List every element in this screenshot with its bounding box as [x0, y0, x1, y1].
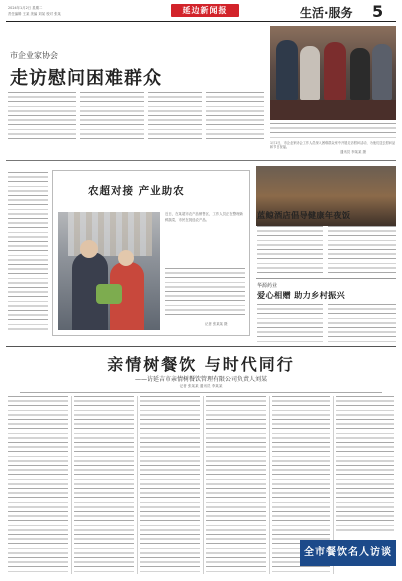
- middle-right-text-a1: [257, 226, 323, 274]
- newspaper-logo: [171, 4, 239, 17]
- top-story-photo-credit: 通讯员 李某某 摄: [340, 150, 366, 154]
- feature-text-col3: [140, 396, 200, 574]
- top-story-text-col3: [148, 92, 202, 142]
- logo-text: 延边新闻报: [182, 5, 228, 15]
- top-story-photo-caption-lines: [270, 123, 396, 141]
- date-line: 2024年1月2日 星期二: [8, 6, 43, 10]
- middle-left-text-lines: [165, 268, 245, 318]
- editor-line: 责任编辑 王某 美编 刘某 校对 张某: [8, 12, 61, 16]
- left-column-text: [8, 172, 48, 332]
- middle-right-text-b1: [257, 304, 323, 342]
- feature-banner: [300, 540, 396, 566]
- feature-text-col1: [8, 396, 68, 574]
- middle-section-rule: [6, 346, 396, 347]
- column-divider: [203, 396, 204, 574]
- top-story-text-col1: [8, 92, 76, 142]
- column-divider: [269, 396, 270, 574]
- top-story-kicker: 市企业家协会: [10, 51, 58, 60]
- top-story-photo-caption: 1月1日，市企业家协会工作人员深入困难群众家中开展走访慰问活动，为他们送去慰问品和节日祝福。: [270, 141, 396, 149]
- section-title: 生活·服务: [300, 6, 353, 20]
- feature-rule: [20, 392, 382, 393]
- middle-right-text-b2: [328, 304, 396, 342]
- middle-right-kicker2: 华源药业: [257, 283, 278, 289]
- top-story-headline: 走访慰问困难群众: [10, 68, 162, 89]
- top-section-rule: [6, 160, 396, 161]
- feature-banner-text: 全市餐饮名人访谈: [304, 547, 392, 558]
- feature-subhead: ——访延吉市亲情树餐饮管理有限公司负责人刘某: [134, 376, 267, 383]
- middle-right-text-a2: [328, 226, 396, 274]
- top-story-text-col4: [206, 92, 264, 142]
- middle-left-credit: 记者 张某某 摄: [205, 322, 228, 326]
- feature-text-col4: [206, 396, 266, 574]
- feature-text-col2: [74, 396, 134, 574]
- masthead-rule: [6, 21, 396, 22]
- column-divider: [71, 396, 72, 574]
- middle-right-rule: [256, 278, 396, 279]
- middle-left-photo: [58, 212, 160, 330]
- middle-right-headline2: 爱心相赠 助力乡村振兴: [257, 290, 346, 300]
- page-number: 5: [372, 2, 384, 21]
- feature-text-col6: [336, 396, 394, 534]
- middle-left-headline: 农超对接 产业助农: [88, 185, 185, 197]
- feature-headline: 亲情树餐饮 与时代同行: [107, 355, 295, 374]
- middle-left-caption: 近日，在某超市农产品销售区，工作人员正在整理新鲜蔬菜，市民在挑选农产品。: [165, 212, 243, 222]
- middle-right-headline1: 蓝鲸酒店倡导健康年夜饭: [257, 210, 351, 220]
- feature-byline: 记者 张某某 通讯员 李某某: [179, 384, 223, 388]
- top-story-text-col2: [80, 92, 144, 142]
- top-story-photo: [270, 26, 396, 120]
- column-divider: [137, 396, 138, 574]
